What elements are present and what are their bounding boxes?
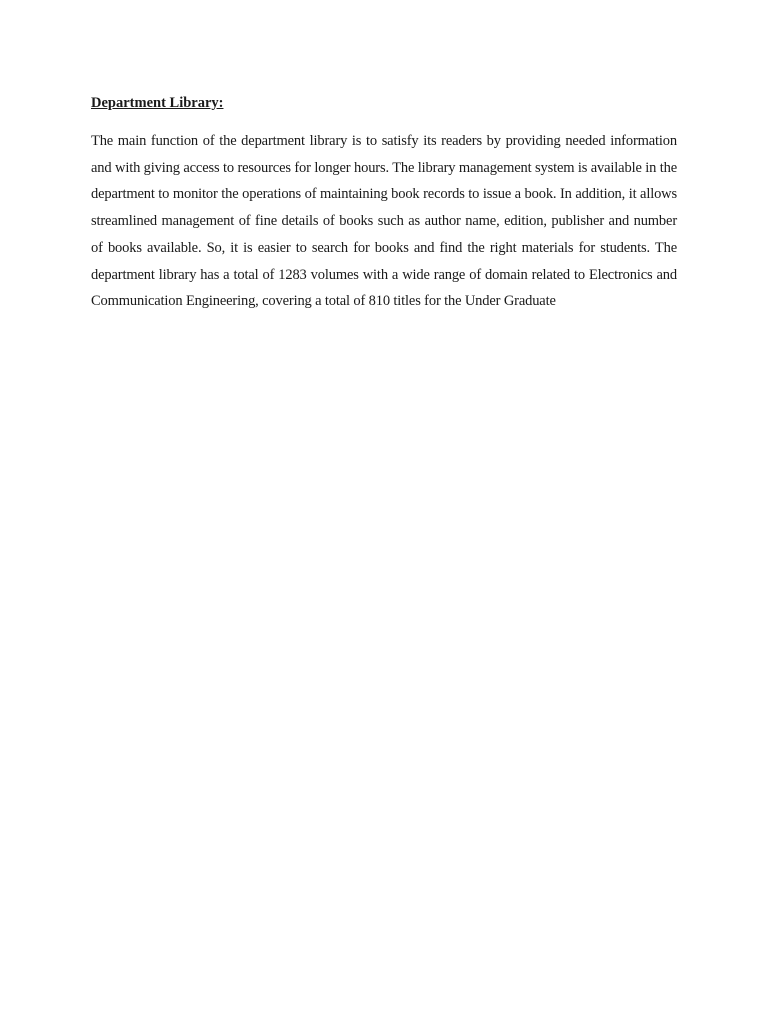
- body-paragraph: The main function of the department library is to satisfy its readers by providing needed information and with giving access to resources for longer hours. The library management system is available in the department to monitor the operations of maintaining book records to issue a book. In addition, it allows streamlined management of fine details of books such as author name, edition, publisher and number of books available. So, it is easier to search for books and find the right materials for students. The department library has a total of 1283 volumes with a wide range of domain related to Electronics and Communication Engineering, covering a total of 810 titles for the Under Graduate: [91, 133, 677, 310]
- document-content: [91, 92, 677, 315]
- section-heading: Department Library:: [91, 95, 224, 111]
